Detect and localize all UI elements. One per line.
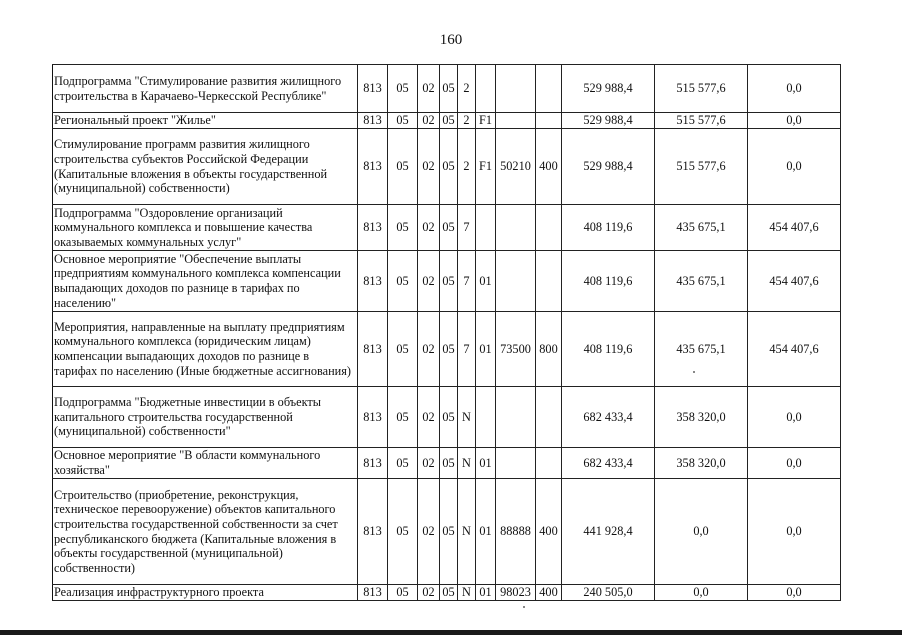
code-measure-cell: 01 <box>476 448 496 479</box>
code-direction-cell <box>496 65 536 113</box>
code-direction-cell: 50210 <box>496 129 536 205</box>
table-row <box>53 479 841 585</box>
sum-year3-cell: 0,0 <box>748 448 841 479</box>
sum-year3-cell: 454 407,6 <box>748 312 841 387</box>
sum-year3-cell: 0,0 <box>748 65 841 113</box>
code-gl-cell: 813 <box>358 479 388 585</box>
sum-year1-cell: 529 988,4 <box>562 129 655 205</box>
code-section-cell: 05 <box>388 387 418 448</box>
code-direction-cell <box>496 387 536 448</box>
code-section-cell: 05 <box>388 65 418 113</box>
code-subsection-cell: 02 <box>418 65 440 113</box>
code-subprogram-cell: 7 <box>458 312 476 387</box>
code-subsection-cell: 02 <box>418 113 440 129</box>
sum-year2-cell: 515 577,6 <box>655 129 748 205</box>
code-program-cell: 05 <box>440 585 458 601</box>
code-gl-cell: 813 <box>358 312 388 387</box>
sum-year2-cell: 435 675,1 <box>655 205 748 251</box>
code-direction-cell <box>496 205 536 251</box>
code-gl-cell: 813 <box>358 113 388 129</box>
code-section-cell: 05 <box>388 585 418 601</box>
code-direction-cell <box>496 448 536 479</box>
code-subsection-cell: 02 <box>418 129 440 205</box>
code-expense-type-cell: 400 <box>536 129 562 205</box>
code-subprogram-cell: 2 <box>458 129 476 205</box>
code-measure-cell: 01 <box>476 479 496 585</box>
sum-year1-cell: 408 119,6 <box>562 251 655 312</box>
code-subsection-cell: 02 <box>418 251 440 312</box>
code-program-cell: 05 <box>440 65 458 113</box>
code-subprogram-cell: 2 <box>458 113 476 129</box>
table-row <box>53 129 841 205</box>
code-section-cell: 05 <box>388 129 418 205</box>
code-program-cell: 05 <box>440 312 458 387</box>
sum-year3-cell: 0,0 <box>748 129 841 205</box>
sum-year3-cell: 454 407,6 <box>748 205 841 251</box>
sum-year3-cell: 454 407,6 <box>748 251 841 312</box>
code-gl-cell: 813 <box>358 585 388 601</box>
code-measure-cell: F1 <box>476 129 496 205</box>
code-subsection-cell: 02 <box>418 479 440 585</box>
sum-year2-cell: 515 577,6 <box>655 65 748 113</box>
table-row <box>53 251 841 312</box>
code-program-cell: 05 <box>440 387 458 448</box>
scan-edge-line <box>0 630 902 635</box>
code-section-cell: 05 <box>388 448 418 479</box>
code-measure-cell: 01 <box>476 251 496 312</box>
table-row <box>53 205 841 251</box>
sum-year3-cell: 0,0 <box>748 479 841 585</box>
code-subprogram-cell: N <box>458 448 476 479</box>
code-subprogram-cell: N <box>458 479 476 585</box>
code-gl-cell: 813 <box>358 129 388 205</box>
sum-year2-cell: 435 675,1 <box>655 312 748 387</box>
code-expense-type-cell: 400 <box>536 479 562 585</box>
code-measure-cell: 01 <box>476 585 496 601</box>
code-program-cell: 05 <box>440 205 458 251</box>
code-expense-type-cell <box>536 448 562 479</box>
sum-year3-cell: 0,0 <box>748 113 841 129</box>
code-section-cell: 05 <box>388 312 418 387</box>
code-program-cell: 05 <box>440 479 458 585</box>
code-expense-type-cell <box>536 65 562 113</box>
code-direction-cell: 73500 <box>496 312 536 387</box>
code-expense-type-cell: 400 <box>536 585 562 601</box>
sum-year1-cell: 529 988,4 <box>562 113 655 129</box>
code-expense-type-cell <box>536 113 562 129</box>
sum-year1-cell: 408 119,6 <box>562 312 655 387</box>
code-measure-cell <box>476 65 496 113</box>
code-gl-cell: 813 <box>358 65 388 113</box>
sum-year1-cell: 441 928,4 <box>562 479 655 585</box>
code-section-cell: 05 <box>388 479 418 585</box>
sum-year2-cell: 435 675,1 <box>655 251 748 312</box>
code-gl-cell: 813 <box>358 205 388 251</box>
code-direction-cell <box>496 113 536 129</box>
code-section-cell: 05 <box>388 251 418 312</box>
code-expense-type-cell: 800 <box>536 312 562 387</box>
budget-table <box>52 64 841 601</box>
row-name-cell: Региональный проект "Жилье" <box>53 113 358 129</box>
code-subsection-cell: 02 <box>418 205 440 251</box>
code-direction-cell: 88888 <box>496 479 536 585</box>
row-name-cell: Мероприятия, направленные на выплату предприятиям коммунального комплекса (юридическим лицам) компенсации выпадающих доходов по разнице в тарифах по населению (Иные бюджетные ассигнования) <box>53 312 358 387</box>
scan-speck <box>693 371 695 373</box>
sum-year3-cell: 0,0 <box>748 387 841 448</box>
row-name-cell: Основное мероприятие "Обеспечение выплаты предприятиям коммунального комплекса компенсации выпадающих доходов по разнице в тарифах по населению" <box>53 251 358 312</box>
row-name-cell: Строительство (приобретение, реконструкция, техническое перевооружение) объектов капитального строительства государственной собственности за счет республиканского бюджета (Капитальные вложения в объекты государственной (муниципальной) собственности) <box>53 479 358 585</box>
row-name-cell: Подпрограмма "Стимулирование развития жилищного строительства в Карачаево-Черкесской Республике" <box>53 65 358 113</box>
table-body <box>53 65 841 601</box>
code-subsection-cell: 02 <box>418 387 440 448</box>
sum-year1-cell: 682 433,4 <box>562 448 655 479</box>
row-name-cell: Подпрограмма "Бюджетные инвестиции в объекты капитального строительства государственной (муниципальной) собственности" <box>53 387 358 448</box>
sum-year1-cell: 408 119,6 <box>562 205 655 251</box>
table-row <box>53 387 841 448</box>
code-subprogram-cell: 7 <box>458 205 476 251</box>
row-name-cell: Подпрограмма "Оздоровление организаций коммунального комплекса и повышение качества оказываемых коммунальных услуг" <box>53 205 358 251</box>
code-measure-cell <box>476 205 496 251</box>
sum-year3-cell: 0,0 <box>748 585 841 601</box>
table-row <box>53 448 841 479</box>
sum-year2-cell: 358 320,0 <box>655 448 748 479</box>
code-subsection-cell: 02 <box>418 312 440 387</box>
code-program-cell: 05 <box>440 129 458 205</box>
page-number: 160 <box>439 32 463 48</box>
sum-year2-cell: 0,0 <box>655 479 748 585</box>
table-row <box>53 585 841 601</box>
code-subprogram-cell: 7 <box>458 251 476 312</box>
code-subprogram-cell: N <box>458 387 476 448</box>
table-row <box>53 312 841 387</box>
table-row <box>53 113 841 129</box>
sum-year1-cell: 529 988,4 <box>562 65 655 113</box>
code-section-cell: 05 <box>388 205 418 251</box>
code-program-cell: 05 <box>440 448 458 479</box>
code-gl-cell: 813 <box>358 448 388 479</box>
code-gl-cell: 813 <box>358 387 388 448</box>
code-expense-type-cell <box>536 387 562 448</box>
code-program-cell: 05 <box>440 251 458 312</box>
scan-speck <box>523 606 525 608</box>
table-row <box>53 65 841 113</box>
code-direction-cell <box>496 251 536 312</box>
code-expense-type-cell <box>536 205 562 251</box>
code-subprogram-cell: 2 <box>458 65 476 113</box>
code-measure-cell <box>476 387 496 448</box>
code-section-cell: 05 <box>388 113 418 129</box>
row-name-cell: Реализация инфраструктурного проекта <box>53 585 358 601</box>
sum-year2-cell: 0,0 <box>655 585 748 601</box>
sum-year2-cell: 515 577,6 <box>655 113 748 129</box>
code-direction-cell: 98023 <box>496 585 536 601</box>
code-measure-cell: 01 <box>476 312 496 387</box>
code-gl-cell: 813 <box>358 251 388 312</box>
code-program-cell: 05 <box>440 113 458 129</box>
sum-year1-cell: 240 505,0 <box>562 585 655 601</box>
sum-year2-cell: 358 320,0 <box>655 387 748 448</box>
sum-year1-cell: 682 433,4 <box>562 387 655 448</box>
row-name-cell: Стимулирование программ развития жилищного строительства субъектов Российской Федерации (Капитальные вложения в объекты государственной (муниципальной) собственности) <box>53 129 358 205</box>
code-subsection-cell: 02 <box>418 448 440 479</box>
code-measure-cell: F1 <box>476 113 496 129</box>
code-expense-type-cell <box>536 251 562 312</box>
code-subprogram-cell: N <box>458 585 476 601</box>
code-subsection-cell: 02 <box>418 585 440 601</box>
row-name-cell: Основное мероприятие "В области коммунального хозяйства" <box>53 448 358 479</box>
